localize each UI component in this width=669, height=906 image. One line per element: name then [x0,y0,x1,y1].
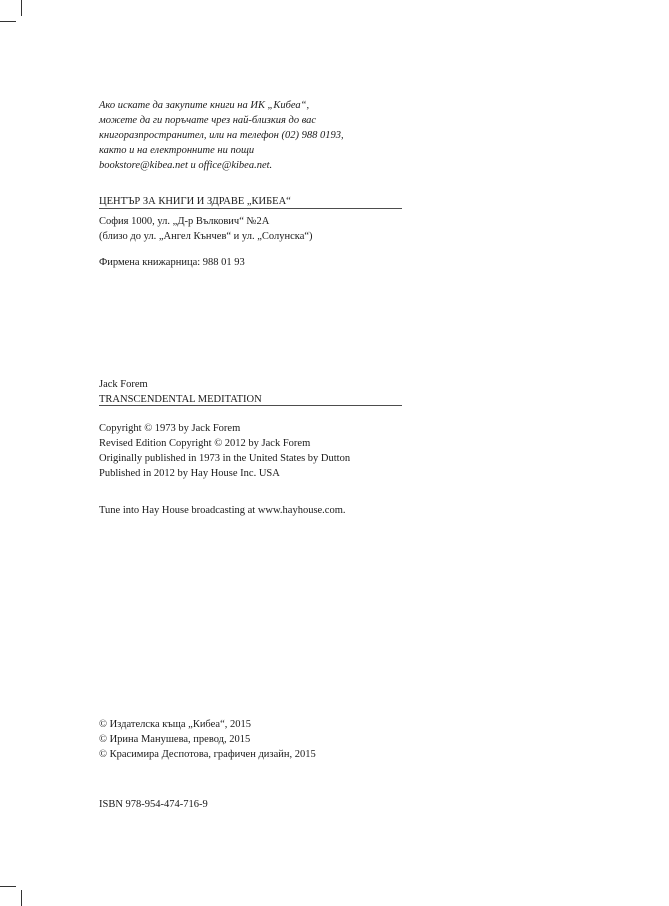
order-info-emails: bookstore@kibea.net и office@kibea.net. [99,160,273,171]
copyright-line: Published in 2012 by Hay House Inc. USA [99,468,280,479]
credit-line: © Издателска къща „Кибеа“, 2015 [99,719,251,730]
author-name: Jack Forem [99,379,148,390]
original-title: TRANSCENDENTAL MEDITATION [99,394,262,405]
crop-mark-bottom-left-horizontal [0,886,16,887]
order-info-line: както и на електронните ни пощи [99,145,255,156]
credits-block [99,717,316,762]
bookshop-phone: Фирмена книжарница: 988 01 93 [99,257,245,268]
address-line: София 1000, ул. „Д-р Вълкович“ №2А [99,216,270,227]
copyright-line: Copyright © 1973 by Jack Forem [99,423,241,434]
hayhouse-notice: Tune into Hay House broadcasting at www.hayhouse.com. [99,505,346,516]
crop-mark-top-left-vertical [21,0,22,16]
divider-rule [99,208,402,209]
center-title: ЦЕНТЪР ЗА КНИГИ И ЗДРАВЕ „КИБЕА“ [99,196,291,207]
address-block [99,214,313,244]
credit-line: © Ирина Манушева, превод, 2015 [99,734,251,745]
crop-mark-bottom-left-vertical [21,890,22,906]
order-info-line: книгоразпространител, или на телефон (02) 988 0193, [99,130,344,141]
original-book-block [99,377,262,407]
credit-line: © Красимира Деспотова, графичен дизайн, 2015 [99,749,316,760]
divider-rule [99,405,402,406]
order-info-line: можете да ги поръчате чрез най-близкия до вас [99,115,317,126]
copyright-line: Revised Edition Copyright © 2012 by Jack Forem [99,438,311,449]
address-note: (близо до ул. „Ангел Кънчев“ и ул. „Солунска“) [99,231,313,242]
crop-mark-top-left-horizontal [0,21,16,22]
copyright-block [99,421,350,481]
copyright-line: Originally published in 1973 in the United States by Dutton [99,453,351,464]
order-info-block [99,98,344,173]
isbn: ISBN 978-954-474-716-9 [99,799,208,810]
order-info-line: Ако искате да закупите книги на ИК „Кибеа“, [99,100,310,111]
